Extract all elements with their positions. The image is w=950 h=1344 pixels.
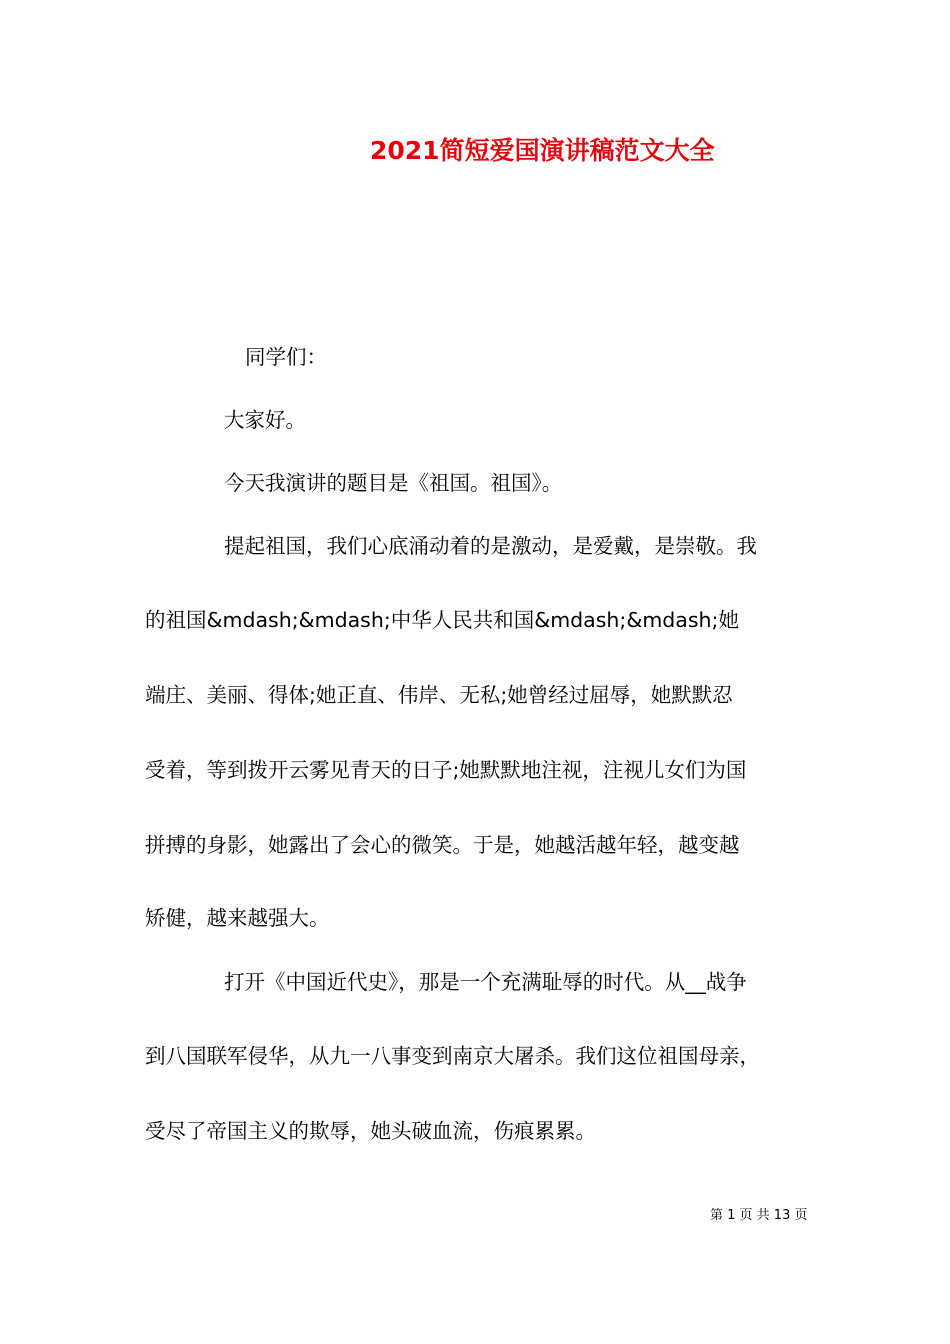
paragraph-line: 端庄、美丽、得体;她正直、伟岸、无私;她曾经过屈辱，她默默忍 [145, 683, 733, 707]
paragraph-line: 受着，等到拨开云雾见青天的日子;她默默地注视，注视儿女们为国 [145, 758, 747, 782]
salutation-line: 大家好。 [224, 408, 306, 432]
paragraph-line: 提起祖国，我们心底涌动着的是激动，是爱戴，是崇敬。我 [224, 534, 757, 558]
paragraph-line: 矫健，越来越强大。 [145, 906, 330, 930]
paragraph-line: 到八国联军侵华，从九一八事变到南京大屠杀。我们这位祖国母亲， [145, 1044, 760, 1068]
page-number-footer: 第 1 页 共 13 页 [710, 1208, 808, 1223]
paragraph-line: 打开《中国近代史》，那是一个充满耻辱的时代。从__战争 [224, 970, 747, 994]
topic-line: 今天我演讲的题目是《祖国。祖国》。 [224, 471, 563, 495]
greeting-line: 同学们： [245, 345, 327, 369]
paragraph-line: 拼搏的身影，她露出了会心的微笑。于是，她越活越年轻，越变越 [145, 833, 740, 857]
paragraph-line: 的祖国&mdash;&mdash;中华人民共和国&mdash;&mdash;她 [145, 608, 739, 632]
paragraph-line: 受尽了帝国主义的欺辱，她头破血流，伤痕累累。 [145, 1119, 596, 1143]
document-title: 2021简短爱国演讲稿范文大全 [370, 136, 715, 165]
